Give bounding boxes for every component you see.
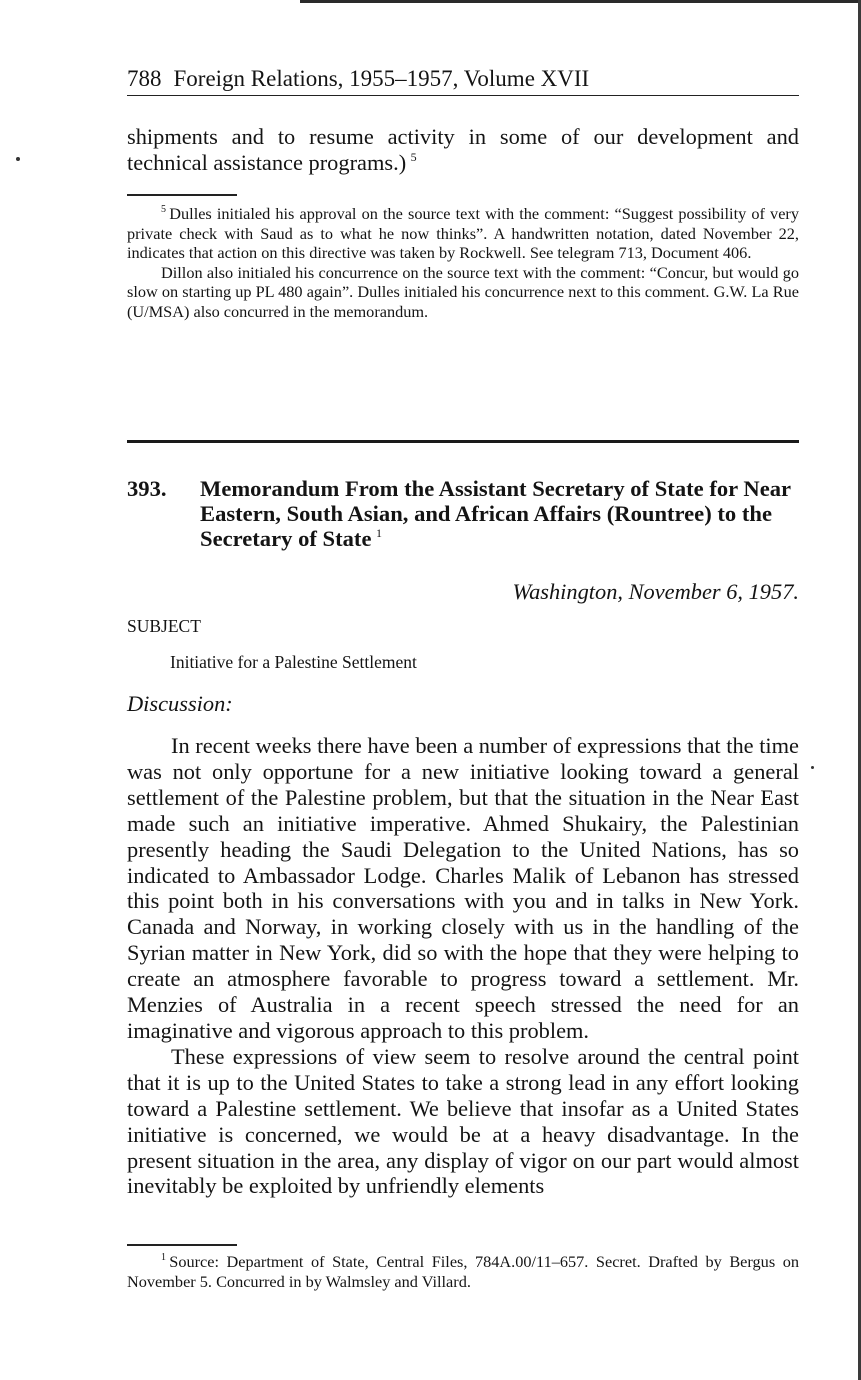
page-number: 788 [127, 66, 162, 91]
document-title [200, 476, 810, 551]
footnote-ref-5: 5 [410, 149, 417, 164]
footnote-rule [127, 1244, 237, 1246]
footnote-5 [127, 204, 799, 321]
section-divider [127, 440, 799, 443]
discussion-label: Discussion: [127, 691, 233, 716]
publication-title: Foreign Relations, 1955–1957, Volume XVII [173, 66, 590, 91]
footnote-5-marker: 5 [161, 204, 166, 215]
dateline: Washington, November 6, 1957. [512, 579, 799, 604]
footnote-1-text: Source: Department of State, Central Files, 784A.00/11–657. Secret. Drafted by Bergus on November 5. Concurred in by Walmsley and Villard. [127, 1252, 799, 1291]
footnote-5-paragraph-2: Dillon also initialed his concurrence on the source text with the comment: “Concur, but would go slow on starting up PL 480 again”. Dulles initialed his concurrence next to this comment. G.W. La Rue (U/MSA) also concurred in the memorandum. [127, 262, 799, 321]
continuation-text: shipments and to resume activity in some of our development and technical assistance programs.) [127, 124, 799, 175]
scan-speck [16, 157, 20, 161]
footnote-5-paragraph-1: Dulles initialed his approval on the source text with the comment: “Suggest possibility of very private check with Saud as to what he now thinks”. A handwritten notation, dated November 22, indicates that action on this directive was taken by Rockwell. See telegram 713, Document 406. [127, 204, 799, 262]
running-header [127, 64, 799, 96]
subject-label: SUBJECT [127, 616, 201, 636]
document-number: 393. [127, 476, 167, 501]
memo-paragraph-2: These expressions of view seem to resolve around the central point that it is up to the United States to take a strong lead in any effort looking toward a Palestine settlement. We believe that insofar as a United States initiative is concerned, we would be at a heavy disadvantage. In the present situation in the area, any display of vigor on our part would almost inevitably be exploited by unfriendly elements [127, 1043, 799, 1199]
memo-paragraph-1: In recent weeks there have been a number of expressions that the time was not only opportune for a new initiative looking toward a general settlement of the Palestine problem, but that the situation in the Near East made such an initiative imperative. Ahmed Shukairy, the Palestinian presently heading the Saudi Delegation to the United Nations, has so indicated to Ambassador Lodge. Charles Malik of Lebanon has stressed this point both in his conversations with you and in talks in New York. Canada and Norway, in working closely with us in the handling of the Syrian matter in New York, did so with the hope that they were helping to create an atmosphere favorable to progress toward a settlement. Mr. Menzies of Australia in a recent speech stressed the need for an imaginative and vigorous approach to this problem. [127, 733, 799, 1043]
footnote-ref-1: 1 [376, 526, 383, 540]
document-title-text: Memorandum From the Assistant Secretary of State for Near Eastern, South Asian, and African Affairs (Rountree) to the Secretary of State [200, 476, 791, 551]
subject-text: Initiative for a Palestine Settlement [170, 652, 417, 672]
footnote-1-marker: 1 [161, 1252, 166, 1263]
scan-speck [811, 766, 814, 769]
scan-edge-top [300, 0, 861, 3]
memo-body [127, 733, 799, 1199]
footnote-rule [127, 194, 237, 196]
footnote-1 [127, 1252, 799, 1291]
continuation-paragraph [127, 124, 799, 176]
